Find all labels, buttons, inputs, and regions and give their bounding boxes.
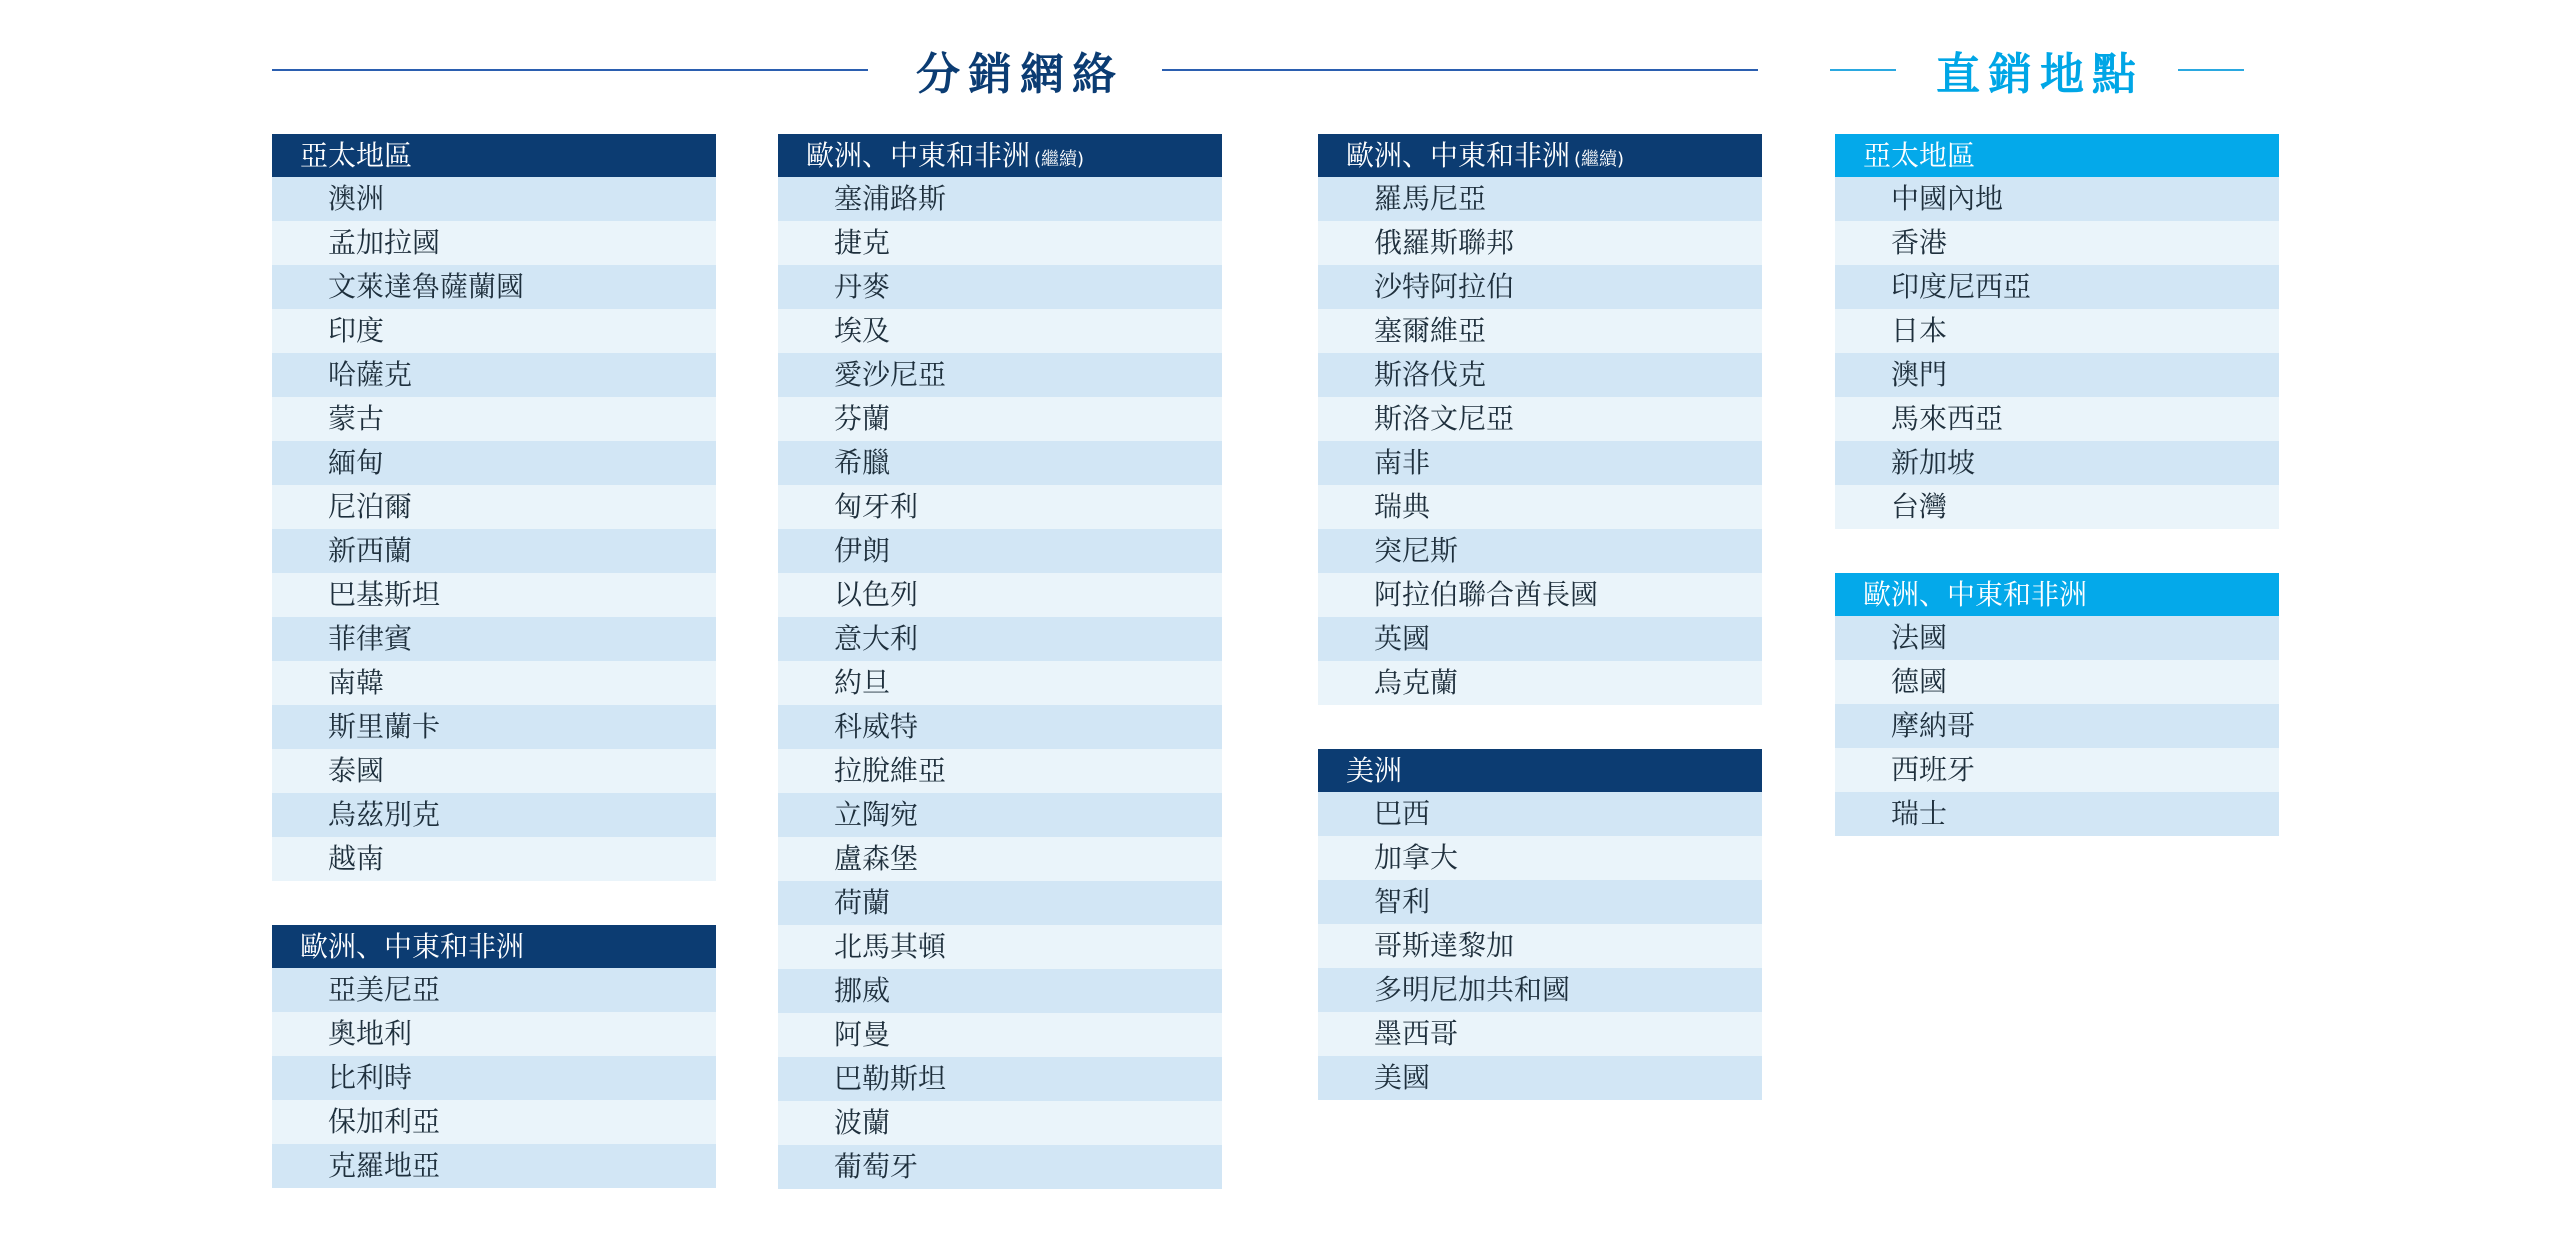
list-item: 沙特阿拉伯 <box>1318 265 1762 309</box>
list-item: 俄羅斯聯邦 <box>1318 221 1762 265</box>
list-item: 拉脫維亞 <box>778 749 1222 793</box>
group-header-label: 歐洲、中東和非洲 <box>300 930 525 963</box>
list-item: 台灣 <box>1835 485 2279 529</box>
list-item: 北馬其頓 <box>778 925 1222 969</box>
group-header-continued: (繼續) <box>1034 149 1085 170</box>
group-emea-continued <box>778 134 1222 1189</box>
list-item: 泰國 <box>272 749 716 793</box>
list-item: 澳洲 <box>272 177 716 221</box>
direct-sales-title: 直銷地點 <box>1936 49 2144 100</box>
distribution-column-1 <box>272 134 716 1232</box>
list-item: 意大利 <box>778 617 1222 661</box>
distribution-column-3 <box>1318 134 1762 1144</box>
list-item: 緬甸 <box>272 441 716 485</box>
country-list <box>272 968 716 1188</box>
list-item: 阿拉伯聯合酋長國 <box>1318 573 1762 617</box>
list-item: 哈薩克 <box>272 353 716 397</box>
title-rule-right <box>2178 69 2244 71</box>
list-item: 尼泊爾 <box>272 485 716 529</box>
list-item: 越南 <box>272 837 716 881</box>
list-item: 新西蘭 <box>272 529 716 573</box>
group-direct-emea <box>1835 573 2279 836</box>
list-item: 烏茲別克 <box>272 793 716 837</box>
list-item: 印度尼西亞 <box>1835 265 2279 309</box>
list-item: 蒙古 <box>272 397 716 441</box>
group-header-label: 歐洲、中東和非洲 <box>1346 139 1571 172</box>
distribution-column-2 <box>778 134 1222 1233</box>
list-item: 瑞典 <box>1318 485 1762 529</box>
list-item: 文萊達魯薩蘭國 <box>272 265 716 309</box>
list-item: 巴西 <box>1318 792 1762 836</box>
list-item: 阿曼 <box>778 1013 1222 1057</box>
list-item: 波蘭 <box>778 1101 1222 1145</box>
list-item: 芬蘭 <box>778 397 1222 441</box>
list-item: 匈牙利 <box>778 485 1222 529</box>
group-header-continued: (繼續) <box>1574 149 1625 170</box>
list-item: 西班牙 <box>1835 748 2279 792</box>
list-item: 奧地利 <box>272 1012 716 1056</box>
direct-sales-column <box>1835 134 2279 880</box>
list-item: 盧森堡 <box>778 837 1222 881</box>
list-item: 瑞士 <box>1835 792 2279 836</box>
list-item: 突尼斯 <box>1318 529 1762 573</box>
list-item: 愛沙尼亞 <box>778 353 1222 397</box>
list-item: 伊朗 <box>778 529 1222 573</box>
group-direct-asia-pacific <box>1835 134 2279 529</box>
country-list <box>1318 177 1762 705</box>
title-rule-left <box>1830 69 1896 71</box>
list-item: 智利 <box>1318 880 1762 924</box>
group-asia-pacific <box>272 134 716 881</box>
list-item: 南韓 <box>272 661 716 705</box>
title-rule-right <box>1162 69 1758 71</box>
list-item: 法國 <box>1835 616 2279 660</box>
list-item: 以色列 <box>778 573 1222 617</box>
group-header-label: 歐洲、中東和非洲 <box>1863 578 2088 611</box>
list-item: 荷蘭 <box>778 881 1222 925</box>
country-list <box>1318 792 1762 1100</box>
location-list <box>1835 177 2279 529</box>
list-item: 保加利亞 <box>272 1100 716 1144</box>
country-list <box>272 177 716 881</box>
list-item: 亞美尼亞 <box>272 968 716 1012</box>
group-header <box>1318 749 1762 792</box>
title-rule-left <box>272 69 868 71</box>
group-header-label: 亞太地區 <box>300 139 413 172</box>
list-item: 約旦 <box>778 661 1222 705</box>
list-item: 英國 <box>1318 617 1762 661</box>
list-item: 塞爾維亞 <box>1318 309 1762 353</box>
list-item: 哥斯達黎加 <box>1318 924 1762 968</box>
list-item: 比利時 <box>272 1056 716 1100</box>
distribution-network-title-row <box>272 40 1758 100</box>
list-item: 斯洛伐克 <box>1318 353 1762 397</box>
list-item: 日本 <box>1835 309 2279 353</box>
list-item: 印度 <box>272 309 716 353</box>
list-item: 克羅地亞 <box>272 1144 716 1188</box>
list-item: 羅馬尼亞 <box>1318 177 1762 221</box>
list-item: 科威特 <box>778 705 1222 749</box>
group-header <box>1835 134 2279 177</box>
list-item: 南非 <box>1318 441 1762 485</box>
list-item: 加拿大 <box>1318 836 1762 880</box>
group-header <box>272 134 716 177</box>
list-item: 巴勒斯坦 <box>778 1057 1222 1101</box>
country-list <box>778 177 1222 1189</box>
list-item: 烏克蘭 <box>1318 661 1762 705</box>
list-item: 美國 <box>1318 1056 1762 1100</box>
list-item: 葡萄牙 <box>778 1145 1222 1189</box>
group-americas <box>1318 749 1762 1100</box>
list-item: 馬來西亞 <box>1835 397 2279 441</box>
list-item: 希臘 <box>778 441 1222 485</box>
list-item: 立陶宛 <box>778 793 1222 837</box>
list-item: 香港 <box>1835 221 2279 265</box>
group-emea <box>272 925 716 1188</box>
list-item: 中國內地 <box>1835 177 2279 221</box>
list-item: 墨西哥 <box>1318 1012 1762 1056</box>
list-item: 德國 <box>1835 660 2279 704</box>
group-header <box>1835 573 2279 616</box>
group-header <box>778 134 1222 177</box>
group-header-label: 亞太地區 <box>1863 139 1976 172</box>
list-item: 巴基斯坦 <box>272 573 716 617</box>
list-item: 斯里蘭卡 <box>272 705 716 749</box>
list-item: 摩納哥 <box>1835 704 2279 748</box>
list-item: 斯洛文尼亞 <box>1318 397 1762 441</box>
group-emea-continued <box>1318 134 1762 705</box>
group-header-label: 美洲 <box>1346 754 1403 787</box>
list-item: 澳門 <box>1835 353 2279 397</box>
group-header <box>272 925 716 968</box>
location-list <box>1835 616 2279 836</box>
group-header <box>1318 134 1762 177</box>
list-item: 塞浦路斯 <box>778 177 1222 221</box>
list-item: 菲律賓 <box>272 617 716 661</box>
group-header-label: 歐洲、中東和非洲 <box>806 139 1031 172</box>
list-item: 丹麥 <box>778 265 1222 309</box>
list-item: 捷克 <box>778 221 1222 265</box>
direct-sales-title-row <box>1830 40 2270 100</box>
list-item: 多明尼加共和國 <box>1318 968 1762 1012</box>
list-item: 孟加拉國 <box>272 221 716 265</box>
list-item: 挪威 <box>778 969 1222 1013</box>
distribution-network-title: 分銷網絡 <box>916 49 1124 100</box>
list-item: 埃及 <box>778 309 1222 353</box>
list-item: 新加坡 <box>1835 441 2279 485</box>
